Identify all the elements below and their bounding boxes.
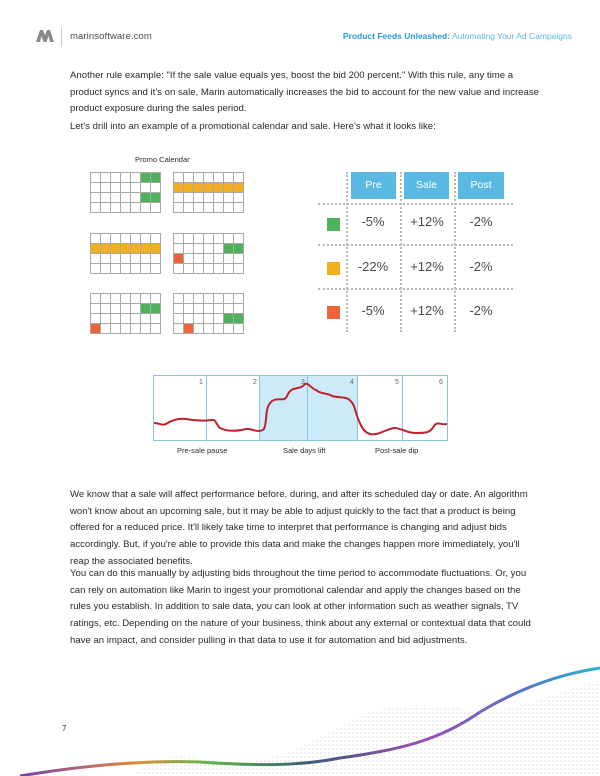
calendar-day-cell [91, 173, 101, 183]
calendar-day-cell [194, 244, 204, 254]
calendar-day-cell [214, 173, 224, 183]
calendar-day-cell [194, 294, 204, 304]
calendar-day-cell [101, 254, 111, 264]
calendar-day-cell [184, 183, 194, 193]
calendar-day-cell [101, 264, 111, 274]
phase-label-sale: Sale days lift [283, 446, 326, 455]
calendar-day-cell [214, 183, 224, 193]
calendar-day-cell [121, 254, 131, 264]
calendar-day-cell [214, 203, 224, 213]
document-title-rest: Automating Your Ad Campaigns [450, 31, 572, 41]
calendar-day-cell [224, 234, 234, 244]
calendar-day-cell [234, 254, 244, 264]
calendar-day-cell [204, 244, 214, 254]
calendar-grid [173, 233, 244, 274]
calendar-day-cell [121, 244, 131, 254]
calendar-day-cell [131, 254, 141, 264]
calendar-day-cell [204, 254, 214, 264]
calendar-day-cell [224, 173, 234, 183]
calendar-day-cell [214, 314, 224, 324]
orange-swatch-icon [327, 306, 340, 319]
calendar-day-cell [184, 294, 194, 304]
sale-performance-chart [153, 375, 448, 441]
calendar-grid [90, 293, 161, 334]
calendar-day-cell [121, 324, 131, 334]
calendar-day-cell [204, 183, 214, 193]
calendar-day-cell [141, 244, 151, 254]
calendar-day-cell [184, 203, 194, 213]
calendar-day-cell [224, 304, 234, 314]
calendar-day-cell [194, 173, 204, 183]
calendar-day-cell [141, 264, 151, 274]
header-pre: Pre [351, 172, 396, 199]
table-cell: -22% [357, 259, 389, 274]
calendar-day-cell [111, 244, 121, 254]
calendar-day-cell [184, 264, 194, 274]
calendar-day-cell [234, 324, 244, 334]
calendar-day-cell [121, 314, 131, 324]
calendar-day-cell [234, 264, 244, 274]
calendar-day-cell [101, 234, 111, 244]
calendar-day-cell [194, 324, 204, 334]
bid-adjustment-table [318, 172, 513, 332]
calendar-day-cell [194, 314, 204, 324]
calendar-day-cell [91, 324, 101, 334]
calendar-day-cell [174, 324, 184, 334]
calendar-day-cell [141, 304, 151, 314]
calendar-day-cell [141, 294, 151, 304]
calendar-day-cell [91, 314, 101, 324]
calendar-day-cell [204, 314, 214, 324]
table-cell: -2% [469, 214, 493, 229]
calendar-day-cell [101, 314, 111, 324]
calendar-day-cell [194, 304, 204, 314]
paragraph-drill-into: Let's drill into an example of a promotional calendar and sale. Here's what it looks like: [70, 121, 436, 132]
calendar-day-cell [111, 324, 121, 334]
green-swatch-icon [327, 218, 340, 231]
calendar-day-cell [174, 183, 184, 193]
paragraph-sale-performance: We know that a sale will affect performance before, during, and after its scheduled day or date. An algorithm won't know about an upcoming sale, but it may be able to adjust quickly to the fact that a product is being offered for a reduced price. It'll likely take time to interpret that performance is changing and adjust bids accordingly. But, if you're able to provide this data and make the changes happen more immediately, you'll reap the associated benefits. [70, 489, 528, 567]
calendar-day-cell [234, 173, 244, 183]
calendar-day-cell [214, 234, 224, 244]
calendar-day-cell [131, 264, 141, 274]
calendar-day-cell [194, 234, 204, 244]
calendar-day-cell [141, 234, 151, 244]
document-title-bold: Product Feeds Unleashed: [342, 31, 451, 41]
calendar-day-cell [141, 324, 151, 334]
calendar-day-cell [234, 203, 244, 213]
calendar-day-cell [151, 244, 161, 254]
calendar-day-cell [111, 173, 121, 183]
calendar-day-cell [91, 244, 101, 254]
calendar-day-cell [111, 264, 121, 274]
promo-calendar-title: Promo Calendar [135, 155, 190, 164]
calendar-grid [90, 172, 161, 213]
calendar-day-cell [141, 203, 151, 213]
calendar-day-cell [131, 324, 141, 334]
calendar-day-cell [101, 244, 111, 254]
table-cell: -2% [469, 259, 493, 274]
header-post: Post [458, 172, 504, 199]
calendar-day-cell [174, 294, 184, 304]
calendar-day-cell [131, 234, 141, 244]
calendar-day-cell [214, 254, 224, 264]
calendar-day-cell [91, 294, 101, 304]
calendar-day-cell [224, 254, 234, 264]
calendar-day-cell [101, 183, 111, 193]
calendar-day-cell [111, 234, 121, 244]
calendar-day-cell [131, 193, 141, 203]
calendar-day-cell [174, 304, 184, 314]
paragraph-rule-example: Another rule example: "If the sale value equals yes, boost the bid 200 percent." With this rule, any time a product syncs and it's on sale, Marin automatically increases the bid to account for the new value and increase product exposure during the sales period. [70, 70, 539, 115]
table-divider [318, 244, 513, 246]
calendar-day-cell [194, 254, 204, 264]
table-cell: +12% [410, 303, 444, 318]
calendar-day-cell [194, 193, 204, 203]
calendar-day-cell [214, 304, 224, 314]
calendar-day-cell [184, 193, 194, 203]
calendar-day-cell [121, 264, 131, 274]
column-number: 5 [395, 379, 399, 386]
calendar-day-cell [141, 183, 151, 193]
phase-label-pre-sale: Pre-sale pause [177, 446, 228, 455]
calendar-day-cell [101, 304, 111, 314]
calendar-day-cell [131, 244, 141, 254]
calendar-day-cell [224, 314, 234, 324]
table-cell: -2% [469, 303, 493, 318]
column-number: 3 [301, 379, 305, 386]
calendar-day-cell [174, 234, 184, 244]
calendar-day-cell [224, 294, 234, 304]
calendar-day-cell [111, 203, 121, 213]
table-cell: +12% [410, 214, 444, 229]
calendar-day-cell [121, 193, 131, 203]
calendar-day-cell [204, 264, 214, 274]
calendar-day-cell [111, 314, 121, 324]
calendar-day-cell [174, 193, 184, 203]
calendar-day-cell [151, 234, 161, 244]
calendar-day-cell [184, 324, 194, 334]
calendar-day-cell [194, 264, 204, 274]
calendar-day-cell [234, 314, 244, 324]
calendar-day-cell [121, 183, 131, 193]
calendar-day-cell [204, 203, 214, 213]
calendar-day-cell [184, 244, 194, 254]
calendar-day-cell [141, 173, 151, 183]
calendar-day-cell [204, 324, 214, 334]
table-cell: +12% [410, 259, 444, 274]
calendar-day-cell [174, 244, 184, 254]
calendar-day-cell [234, 234, 244, 244]
column-number: 2 [253, 379, 257, 386]
calendar-day-cell [101, 294, 111, 304]
calendar-day-cell [204, 173, 214, 183]
calendar-day-cell [151, 264, 161, 274]
calendar-day-cell [101, 324, 111, 334]
calendar-day-cell [91, 203, 101, 213]
page-number: 7 [62, 724, 67, 733]
calendar-day-cell [151, 304, 161, 314]
calendar-day-cell [121, 294, 131, 304]
decorative-wave-icon [0, 660, 600, 776]
calendar-day-cell [151, 203, 161, 213]
performance-line [154, 376, 448, 441]
calendar-day-cell [204, 294, 214, 304]
site-url: marinsoftware.com [70, 31, 152, 42]
calendar-day-cell [101, 203, 111, 213]
calendar-day-cell [184, 304, 194, 314]
calendar-day-cell [141, 254, 151, 264]
calendar-day-cell [174, 314, 184, 324]
calendar-day-cell [111, 304, 121, 314]
calendar-grid [173, 293, 244, 334]
table-divider [318, 203, 513, 205]
calendar-day-cell [131, 294, 141, 304]
header-sale: Sale [404, 172, 449, 199]
calendar-day-cell [204, 234, 214, 244]
calendar-day-cell [111, 294, 121, 304]
page-header [0, 0, 600, 60]
calendar-day-cell [234, 193, 244, 203]
calendar-day-cell [131, 183, 141, 193]
column-number: 6 [439, 379, 443, 386]
calendar-day-cell [224, 244, 234, 254]
calendar-day-cell [214, 264, 224, 274]
calendar-grid [173, 172, 244, 213]
calendar-day-cell [91, 254, 101, 264]
calendar-day-cell [101, 173, 111, 183]
calendar-day-cell [151, 294, 161, 304]
calendar-day-cell [131, 304, 141, 314]
calendar-day-cell [151, 173, 161, 183]
calendar-day-cell [184, 173, 194, 183]
calendar-day-cell [224, 183, 234, 193]
calendar-day-cell [204, 304, 214, 314]
paragraph-automation: You can do this manually by adjusting bids throughout the time period to accommodate fluctuations. Or, you can rely on automation like Marin to ingest your promotional calendar and apply the changes based on the rules you establish. In addition to sale data, you can look at other information such as weather signals, TV ratings, etc. Depending on the nature of your business, think about any external or contextual data that could have an impact, and consider pulling in that data to use it for automation and bid adjustments. [70, 568, 531, 646]
calendar-grid [90, 233, 161, 274]
calendar-day-cell [91, 183, 101, 193]
calendar-day-cell [151, 183, 161, 193]
calendar-day-cell [174, 254, 184, 264]
calendar-day-cell [141, 193, 151, 203]
calendar-day-cell [214, 193, 224, 203]
calendar-day-cell [224, 203, 234, 213]
calendar-day-cell [224, 193, 234, 203]
calendar-day-cell [234, 244, 244, 254]
calendar-day-cell [184, 314, 194, 324]
calendar-day-cell [111, 183, 121, 193]
calendar-day-cell [234, 294, 244, 304]
calendar-day-cell [91, 264, 101, 274]
yellow-swatch-icon [327, 262, 340, 275]
phase-label-post-sale: Post-sale dip [375, 446, 419, 455]
calendar-day-cell [121, 304, 131, 314]
calendar-day-cell [174, 264, 184, 274]
calendar-day-cell [91, 234, 101, 244]
calendar-day-cell [131, 203, 141, 213]
calendar-day-cell [131, 173, 141, 183]
calendar-day-cell [234, 183, 244, 193]
table-divider [318, 288, 513, 290]
calendar-day-cell [121, 173, 131, 183]
marin-logo-icon [36, 30, 54, 42]
table-cell: -5% [361, 214, 385, 229]
header-divider [61, 27, 62, 47]
table-cell: -5% [361, 303, 385, 318]
calendar-day-cell [234, 304, 244, 314]
calendar-day-cell [141, 314, 151, 324]
calendar-day-cell [151, 254, 161, 264]
calendar-day-cell [174, 203, 184, 213]
calendar-day-cell [121, 234, 131, 244]
calendar-day-cell [121, 203, 131, 213]
calendar-day-cell [214, 294, 224, 304]
calendar-day-cell [151, 314, 161, 324]
column-number: 1 [199, 379, 203, 386]
calendar-day-cell [101, 193, 111, 203]
calendar-day-cell [91, 304, 101, 314]
calendar-day-cell [194, 183, 204, 193]
calendar-day-cell [194, 203, 204, 213]
calendar-day-cell [151, 193, 161, 203]
column-number: 4 [350, 379, 354, 386]
calendar-day-cell [184, 234, 194, 244]
calendar-day-cell [151, 324, 161, 334]
calendar-day-cell [204, 193, 214, 203]
calendar-day-cell [224, 324, 234, 334]
calendar-day-cell [224, 264, 234, 274]
calendar-day-cell [111, 254, 121, 264]
calendar-day-cell [184, 254, 194, 264]
calendar-day-cell [111, 193, 121, 203]
document-title [343, 31, 572, 41]
calendar-day-cell [174, 173, 184, 183]
calendar-day-cell [91, 193, 101, 203]
calendar-day-cell [214, 244, 224, 254]
calendar-day-cell [214, 324, 224, 334]
calendar-day-cell [131, 314, 141, 324]
